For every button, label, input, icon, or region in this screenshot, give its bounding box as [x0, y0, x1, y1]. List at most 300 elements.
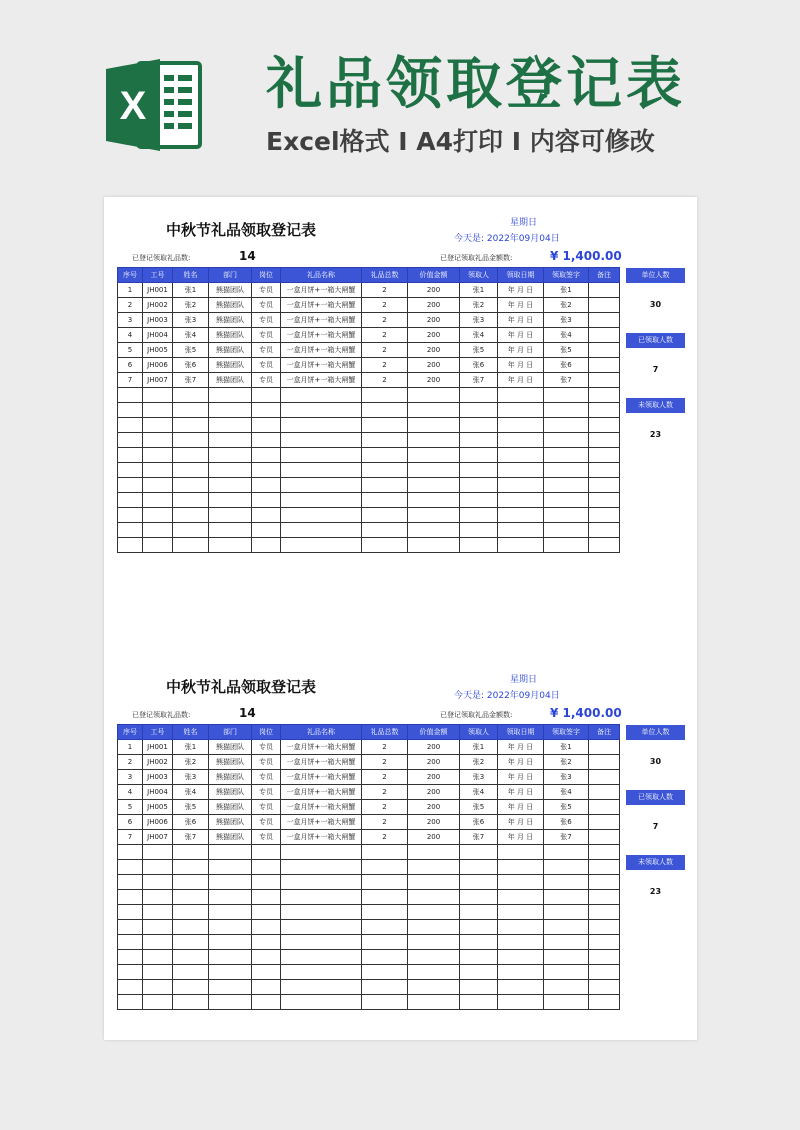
table-cell[interactable]	[362, 980, 408, 995]
table-cell[interactable]	[544, 433, 589, 448]
table-cell[interactable]: 张7	[544, 373, 589, 388]
table-cell[interactable]	[143, 845, 173, 860]
table-cell[interactable]: 年 月 日	[498, 373, 544, 388]
table-cell[interactable]	[589, 890, 620, 905]
column-header[interactable]: 领取签字	[544, 725, 589, 740]
table-cell[interactable]: 2	[362, 785, 408, 800]
table-cell[interactable]	[281, 418, 362, 433]
table-cell[interactable]	[544, 508, 589, 523]
table-cell[interactable]: 200	[408, 313, 460, 328]
table-cell[interactable]: 张2	[460, 755, 498, 770]
table-cell[interactable]	[362, 950, 408, 965]
table-cell[interactable]: 2	[362, 358, 408, 373]
table-cell[interactable]	[362, 538, 408, 553]
table-cell[interactable]	[460, 433, 498, 448]
table-cell[interactable]	[118, 965, 143, 980]
table-cell[interactable]	[362, 965, 408, 980]
table-cell[interactable]	[173, 538, 209, 553]
table-cell[interactable]: 张3	[460, 770, 498, 785]
table-cell[interactable]: 年 月 日	[498, 298, 544, 313]
table-cell[interactable]: 年 月 日	[498, 800, 544, 815]
table-cell[interactable]: JH001	[143, 283, 173, 298]
table-cell[interactable]	[498, 403, 544, 418]
table-cell[interactable]: 200	[408, 358, 460, 373]
table-cell[interactable]: 张5	[173, 343, 209, 358]
table-cell[interactable]: 一盒月饼+一箱大闸蟹	[281, 373, 362, 388]
table-cell[interactable]	[362, 860, 408, 875]
table-cell[interactable]: 2	[362, 740, 408, 755]
table-cell[interactable]	[143, 448, 173, 463]
table-cell[interactable]: 200	[408, 755, 460, 770]
table-cell[interactable]: 一盒月饼+一箱大闸蟹	[281, 313, 362, 328]
table-cell[interactable]	[118, 980, 143, 995]
table-cell[interactable]: 专员	[252, 830, 281, 845]
table-cell[interactable]	[173, 463, 209, 478]
table-cell[interactable]	[589, 740, 620, 755]
table-cell[interactable]: 张5	[544, 343, 589, 358]
table-cell[interactable]: 张5	[544, 800, 589, 815]
table-cell[interactable]	[118, 463, 143, 478]
table-cell[interactable]	[143, 433, 173, 448]
table-cell[interactable]: 2	[118, 755, 143, 770]
table-cell[interactable]: 一盒月饼+一箱大闸蟹	[281, 283, 362, 298]
table-cell[interactable]	[252, 478, 281, 493]
table-cell[interactable]	[408, 935, 460, 950]
table-cell[interactable]: 专员	[252, 770, 281, 785]
table-cell[interactable]	[589, 965, 620, 980]
table-cell[interactable]	[544, 905, 589, 920]
table-cell[interactable]	[460, 523, 498, 538]
table-cell[interactable]	[118, 523, 143, 538]
table-cell[interactable]	[362, 905, 408, 920]
table-cell[interactable]: 7	[118, 373, 143, 388]
table-cell[interactable]: 200	[408, 283, 460, 298]
table-cell[interactable]: 一盒月饼+一箱大闸蟹	[281, 755, 362, 770]
table-cell[interactable]	[281, 478, 362, 493]
table-cell[interactable]	[281, 493, 362, 508]
table-cell[interactable]	[173, 950, 209, 965]
table-cell[interactable]	[544, 523, 589, 538]
table-cell[interactable]: 张1	[173, 740, 209, 755]
table-cell[interactable]: 张3	[173, 770, 209, 785]
table-cell[interactable]	[281, 508, 362, 523]
table-cell[interactable]: 张4	[544, 328, 589, 343]
table-cell[interactable]: 专员	[252, 343, 281, 358]
table-cell[interactable]: JH006	[143, 358, 173, 373]
table-cell[interactable]	[544, 478, 589, 493]
table-cell[interactable]: 年 月 日	[498, 740, 544, 755]
table-cell[interactable]	[281, 538, 362, 553]
table-cell[interactable]: 3	[118, 313, 143, 328]
table-cell[interactable]	[143, 875, 173, 890]
table-cell[interactable]: 张5	[460, 343, 498, 358]
table-cell[interactable]	[209, 493, 252, 508]
table-cell[interactable]	[143, 920, 173, 935]
table-cell[interactable]	[118, 845, 143, 860]
table-cell[interactable]	[173, 845, 209, 860]
table-cell[interactable]: 熊猫团队	[209, 755, 252, 770]
table-cell[interactable]	[143, 388, 173, 403]
table-cell[interactable]	[460, 845, 498, 860]
table-cell[interactable]	[544, 935, 589, 950]
table-cell[interactable]	[173, 388, 209, 403]
table-cell[interactable]	[544, 403, 589, 418]
table-cell[interactable]	[173, 905, 209, 920]
table-cell[interactable]: 熊猫团队	[209, 343, 252, 358]
table-cell[interactable]: 6	[118, 815, 143, 830]
table-cell[interactable]	[589, 860, 620, 875]
table-cell[interactable]: 熊猫团队	[209, 358, 252, 373]
table-cell[interactable]	[173, 920, 209, 935]
table-cell[interactable]	[118, 433, 143, 448]
table-cell[interactable]	[589, 800, 620, 815]
table-cell[interactable]	[408, 980, 460, 995]
table-cell[interactable]: 张7	[544, 830, 589, 845]
table-cell[interactable]	[408, 920, 460, 935]
table-cell[interactable]: JH004	[143, 328, 173, 343]
table-cell[interactable]	[498, 418, 544, 433]
table-cell[interactable]: 1	[118, 283, 143, 298]
table-cell[interactable]	[460, 980, 498, 995]
stat-value[interactable]: 30	[649, 757, 662, 766]
table-cell[interactable]: 张7	[460, 373, 498, 388]
table-cell[interactable]	[118, 508, 143, 523]
table-cell[interactable]: 熊猫团队	[209, 785, 252, 800]
table-cell[interactable]: 年 月 日	[498, 283, 544, 298]
table-cell[interactable]: JH007	[143, 373, 173, 388]
table-cell[interactable]	[589, 463, 620, 478]
table-cell[interactable]: 熊猫团队	[209, 373, 252, 388]
table-cell[interactable]: 张6	[544, 815, 589, 830]
table-cell[interactable]: 熊猫团队	[209, 740, 252, 755]
table-cell[interactable]: 专员	[252, 373, 281, 388]
table-cell[interactable]	[408, 995, 460, 1010]
table-cell[interactable]	[118, 875, 143, 890]
table-cell[interactable]	[498, 890, 544, 905]
column-header[interactable]: 备注	[589, 268, 620, 283]
table-cell[interactable]: 3	[118, 770, 143, 785]
table-cell[interactable]: 张3	[544, 770, 589, 785]
table-cell[interactable]	[209, 905, 252, 920]
column-header[interactable]: 领取签字	[544, 268, 589, 283]
table-cell[interactable]	[209, 523, 252, 538]
table-cell[interactable]	[173, 860, 209, 875]
table-cell[interactable]	[589, 418, 620, 433]
column-header[interactable]: 部门	[209, 268, 252, 283]
table-cell[interactable]	[173, 995, 209, 1010]
table-cell[interactable]: 熊猫团队	[209, 313, 252, 328]
table-cell[interactable]	[143, 523, 173, 538]
table-cell[interactable]	[362, 508, 408, 523]
table-cell[interactable]	[544, 845, 589, 860]
table-cell[interactable]: 200	[408, 298, 460, 313]
table-cell[interactable]	[173, 433, 209, 448]
table-cell[interactable]	[408, 890, 460, 905]
table-cell[interactable]	[589, 298, 620, 313]
table-cell[interactable]	[589, 845, 620, 860]
table-cell[interactable]	[362, 418, 408, 433]
table-cell[interactable]	[252, 860, 281, 875]
table-cell[interactable]: 2	[362, 800, 408, 815]
table-cell[interactable]	[589, 508, 620, 523]
table-cell[interactable]	[118, 920, 143, 935]
table-cell[interactable]	[281, 995, 362, 1010]
table-cell[interactable]	[589, 920, 620, 935]
table-cell[interactable]: 2	[362, 830, 408, 845]
table-cell[interactable]	[281, 433, 362, 448]
table-cell[interactable]	[460, 538, 498, 553]
table-cell[interactable]	[281, 965, 362, 980]
table-cell[interactable]: 张2	[460, 298, 498, 313]
table-cell[interactable]	[143, 935, 173, 950]
table-cell[interactable]: 张7	[173, 373, 209, 388]
table-cell[interactable]	[408, 523, 460, 538]
table-cell[interactable]	[408, 508, 460, 523]
table-cell[interactable]: 熊猫团队	[209, 298, 252, 313]
table-cell[interactable]: 年 月 日	[498, 343, 544, 358]
table-cell[interactable]	[589, 373, 620, 388]
table-cell[interactable]	[252, 965, 281, 980]
table-cell[interactable]	[408, 463, 460, 478]
table-cell[interactable]	[498, 905, 544, 920]
table-cell[interactable]	[408, 493, 460, 508]
table-cell[interactable]: JH003	[143, 313, 173, 328]
table-cell[interactable]	[252, 388, 281, 403]
table-cell[interactable]	[498, 508, 544, 523]
table-cell[interactable]	[589, 448, 620, 463]
table-cell[interactable]: 专员	[252, 815, 281, 830]
table-cell[interactable]	[143, 890, 173, 905]
column-header[interactable]: 领取日期	[498, 268, 544, 283]
table-cell[interactable]: 200	[408, 815, 460, 830]
table-cell[interactable]: 年 月 日	[498, 328, 544, 343]
table-cell[interactable]: 200	[408, 343, 460, 358]
table-cell[interactable]: JH005	[143, 800, 173, 815]
table-cell[interactable]	[460, 905, 498, 920]
table-cell[interactable]: 2	[362, 755, 408, 770]
column-header[interactable]: 价值金额	[408, 268, 460, 283]
table-cell[interactable]: JH002	[143, 298, 173, 313]
table-cell[interactable]	[589, 995, 620, 1010]
table-cell[interactable]	[589, 283, 620, 298]
table-cell[interactable]	[408, 860, 460, 875]
table-cell[interactable]	[362, 845, 408, 860]
table-cell[interactable]	[281, 935, 362, 950]
table-cell[interactable]	[118, 890, 143, 905]
table-cell[interactable]	[209, 890, 252, 905]
table-cell[interactable]: 张5	[173, 800, 209, 815]
table-cell[interactable]	[209, 980, 252, 995]
table-cell[interactable]	[544, 860, 589, 875]
table-cell[interactable]	[589, 935, 620, 950]
table-cell[interactable]	[209, 845, 252, 860]
table-cell[interactable]	[143, 905, 173, 920]
table-cell[interactable]: 2	[362, 343, 408, 358]
table-cell[interactable]: 熊猫团队	[209, 830, 252, 845]
table-cell[interactable]	[544, 980, 589, 995]
table-cell[interactable]: 6	[118, 358, 143, 373]
table-cell[interactable]	[209, 995, 252, 1010]
table-cell[interactable]	[143, 463, 173, 478]
column-header[interactable]: 领取人	[460, 268, 498, 283]
table-cell[interactable]: 200	[408, 830, 460, 845]
table-cell[interactable]: JH002	[143, 755, 173, 770]
table-cell[interactable]	[460, 935, 498, 950]
table-cell[interactable]	[209, 433, 252, 448]
table-cell[interactable]: 200	[408, 785, 460, 800]
table-cell[interactable]: 熊猫团队	[209, 283, 252, 298]
table-cell[interactable]	[362, 403, 408, 418]
table-cell[interactable]	[408, 950, 460, 965]
table-cell[interactable]: 张1	[460, 740, 498, 755]
table-cell[interactable]	[544, 995, 589, 1010]
table-cell[interactable]	[173, 965, 209, 980]
table-cell[interactable]: 2	[362, 373, 408, 388]
table-cell[interactable]: 熊猫团队	[209, 328, 252, 343]
table-cell[interactable]: 一盒月饼+一箱大闸蟹	[281, 298, 362, 313]
table-cell[interactable]	[589, 980, 620, 995]
table-cell[interactable]	[281, 860, 362, 875]
table-cell[interactable]	[252, 523, 281, 538]
table-cell[interactable]: JH001	[143, 740, 173, 755]
table-cell[interactable]	[544, 875, 589, 890]
table-cell[interactable]: 张6	[173, 358, 209, 373]
table-cell[interactable]	[281, 890, 362, 905]
table-cell[interactable]: 熊猫团队	[209, 815, 252, 830]
table-cell[interactable]	[209, 950, 252, 965]
table-cell[interactable]	[252, 403, 281, 418]
table-cell[interactable]: 年 月 日	[498, 815, 544, 830]
table-cell[interactable]: 一盒月饼+一箱大闸蟹	[281, 328, 362, 343]
table-cell[interactable]	[460, 508, 498, 523]
table-cell[interactable]	[498, 538, 544, 553]
table-cell[interactable]	[143, 403, 173, 418]
table-cell[interactable]: 2	[362, 313, 408, 328]
table-cell[interactable]	[143, 538, 173, 553]
table-cell[interactable]	[362, 463, 408, 478]
table-cell[interactable]	[544, 920, 589, 935]
table-cell[interactable]	[408, 478, 460, 493]
table-cell[interactable]: 张4	[460, 328, 498, 343]
table-cell[interactable]	[209, 463, 252, 478]
table-cell[interactable]	[281, 905, 362, 920]
table-cell[interactable]: 专员	[252, 358, 281, 373]
table-cell[interactable]	[252, 890, 281, 905]
table-cell[interactable]	[498, 463, 544, 478]
table-cell[interactable]: 张1	[544, 740, 589, 755]
table-cell[interactable]	[362, 448, 408, 463]
table-cell[interactable]	[209, 478, 252, 493]
table-cell[interactable]: JH006	[143, 815, 173, 830]
table-cell[interactable]: 专员	[252, 283, 281, 298]
table-cell[interactable]	[281, 388, 362, 403]
table-cell[interactable]: 张2	[173, 298, 209, 313]
table-cell[interactable]	[498, 875, 544, 890]
table-cell[interactable]	[252, 493, 281, 508]
table-cell[interactable]	[544, 890, 589, 905]
column-header[interactable]: 岗位	[252, 268, 281, 283]
table-cell[interactable]	[362, 875, 408, 890]
table-cell[interactable]	[408, 388, 460, 403]
table-cell[interactable]	[589, 523, 620, 538]
table-cell[interactable]: 张6	[460, 358, 498, 373]
column-header[interactable]: 部门	[209, 725, 252, 740]
table-cell[interactable]	[460, 448, 498, 463]
column-header[interactable]: 领取日期	[498, 725, 544, 740]
table-cell[interactable]: 一盒月饼+一箱大闸蟹	[281, 343, 362, 358]
table-cell[interactable]	[173, 890, 209, 905]
table-cell[interactable]	[498, 980, 544, 995]
table-cell[interactable]: 1	[118, 740, 143, 755]
table-cell[interactable]	[173, 508, 209, 523]
table-cell[interactable]	[209, 920, 252, 935]
table-cell[interactable]: 专员	[252, 785, 281, 800]
table-cell[interactable]: 熊猫团队	[209, 800, 252, 815]
table-cell[interactable]: 张1	[173, 283, 209, 298]
table-cell[interactable]	[281, 463, 362, 478]
table-cell[interactable]	[460, 463, 498, 478]
column-header[interactable]: 工号	[143, 725, 173, 740]
table-cell[interactable]	[460, 860, 498, 875]
table-cell[interactable]	[408, 905, 460, 920]
table-cell[interactable]	[498, 965, 544, 980]
table-cell[interactable]	[143, 860, 173, 875]
table-cell[interactable]: 一盒月饼+一箱大闸蟹	[281, 770, 362, 785]
column-header[interactable]: 礼品总数	[362, 268, 408, 283]
stat-value[interactable]: 23	[649, 887, 662, 896]
table-cell[interactable]	[362, 523, 408, 538]
table-cell[interactable]	[498, 935, 544, 950]
table-cell[interactable]	[460, 493, 498, 508]
stat-value[interactable]: 23	[649, 430, 662, 439]
table-cell[interactable]	[281, 523, 362, 538]
table-cell[interactable]	[589, 328, 620, 343]
column-header[interactable]: 价值金额	[408, 725, 460, 740]
table-cell[interactable]: 年 月 日	[498, 770, 544, 785]
column-header[interactable]: 领取人	[460, 725, 498, 740]
column-header[interactable]: 姓名	[173, 268, 209, 283]
table-cell[interactable]: JH005	[143, 343, 173, 358]
column-header[interactable]: 礼品名称	[281, 725, 362, 740]
table-cell[interactable]	[143, 980, 173, 995]
table-cell[interactable]: 一盒月饼+一箱大闸蟹	[281, 830, 362, 845]
table-cell[interactable]	[173, 478, 209, 493]
table-cell[interactable]	[498, 860, 544, 875]
table-cell[interactable]: 2	[118, 298, 143, 313]
table-cell[interactable]	[408, 845, 460, 860]
table-cell[interactable]	[362, 890, 408, 905]
table-cell[interactable]	[589, 343, 620, 358]
table-cell[interactable]	[281, 980, 362, 995]
table-cell[interactable]	[589, 403, 620, 418]
table-cell[interactable]	[544, 418, 589, 433]
table-cell[interactable]: 专员	[252, 328, 281, 343]
table-cell[interactable]	[173, 935, 209, 950]
table-cell[interactable]: 张4	[173, 785, 209, 800]
table-cell[interactable]	[408, 433, 460, 448]
gift-count-value[interactable]: 14	[239, 706, 256, 720]
table-cell[interactable]	[460, 950, 498, 965]
table-cell[interactable]	[252, 995, 281, 1010]
table-cell[interactable]: 专员	[252, 800, 281, 815]
table-cell[interactable]: 200	[408, 770, 460, 785]
table-cell[interactable]: 7	[118, 830, 143, 845]
table-cell[interactable]	[143, 478, 173, 493]
table-cell[interactable]: 张3	[173, 313, 209, 328]
table-cell[interactable]	[281, 920, 362, 935]
table-cell[interactable]	[498, 845, 544, 860]
table-cell[interactable]: 张4	[460, 785, 498, 800]
